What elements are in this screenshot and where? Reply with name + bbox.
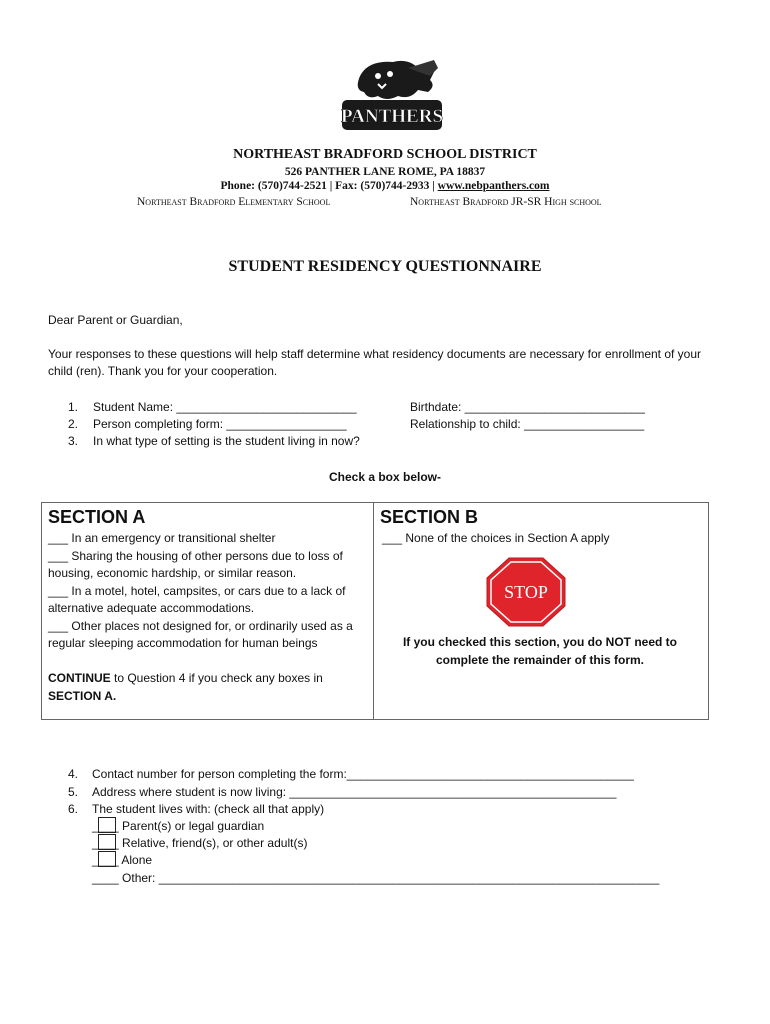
section-a-options — [48, 530, 370, 653]
lives-with-parent[interactable]: ____ Parent(s) or legal guardian — [92, 818, 264, 836]
check-instruction: Check a box below- — [328, 470, 442, 484]
section-a-heading: SECTION A — [48, 507, 146, 527]
panthers-logo — [338, 56, 446, 138]
section-a-option-sharing[interactable]: ___ Sharing the housing of other persons due to loss of housing, economic hardship, or similar reason. — [48, 548, 343, 580]
question-4: 4. Contact number for person completing the form:___________________________________________ — [68, 766, 78, 784]
section-a-continue: CONTINUE to Question 4 if you check any boxes in SECTION A. — [48, 671, 323, 703]
school-elementary: Northeast Bradford Elementary School — [137, 196, 331, 208]
stop-sign-icon — [486, 557, 566, 627]
section-a-option-motel[interactable]: ___ In a motel, hotel, campsites, or cars due to a lack of alternative adequate accommodations. — [48, 583, 346, 615]
section-divider — [373, 502, 374, 720]
school-high: Northeast Bradford JR-SR High school — [410, 196, 602, 208]
person-completing-field[interactable]: Person completing form: __________________ — [93, 417, 347, 431]
intro-paragraph: Your responses to these questions will help staff determine what residency documents are necessary for enrollment of your child (ren). Thank you for your cooperation. — [48, 347, 702, 378]
contact-line — [0, 180, 770, 192]
question-1: 1. Student Name: ___________________________ — [68, 400, 357, 414]
form-title: STUDENT RESIDENCY QUESTIONNAIRE — [228, 258, 542, 275]
section-b-note: If you checked this section, you do NOT need to complete the remainder of this form. — [402, 635, 678, 667]
section-b-heading: SECTION B — [380, 507, 479, 527]
setting-question: In what type of setting is the student living in now? — [93, 434, 360, 448]
greeting: Dear Parent or Guardian, — [48, 313, 183, 327]
question-3: 3. In what type of setting is the student living in now? — [68, 434, 360, 448]
checkbox-alone[interactable] — [98, 851, 116, 871]
logo-text: PANTHERS — [340, 106, 444, 127]
student-name-field[interactable]: Student Name: ___________________________ — [93, 400, 357, 414]
phone-fax: Phone: (570)744-2521 | Fax: (570)744-2933 | — [220, 180, 438, 192]
district-address: 526 PANTHER LANE ROME, PA 18837 — [284, 166, 486, 178]
district-name: NORTHEAST BRADFORD SCHOOL DISTRICT — [233, 147, 537, 162]
question-5: 5. Address where student is now living: _________________________________________________ — [68, 784, 78, 802]
relationship-field[interactable]: Relationship to child: __________________ — [410, 417, 645, 431]
question-2: 2. Person completing form: __________________ — [68, 417, 347, 431]
contact-number-field[interactable]: Contact number for person completing the form:___________________________________________ — [92, 767, 634, 781]
lives-with-question: The student lives with: (check all that apply) — [92, 802, 325, 816]
stop-label: STOP — [504, 582, 548, 602]
other-field[interactable]: Other: ___________________________________________________________________________ — [118, 871, 660, 885]
birthdate-field[interactable]: Birthdate: ___________________________ — [410, 400, 645, 414]
address-field[interactable]: Address where student is now living: _________________________________________________ — [92, 785, 617, 799]
lives-with-alone[interactable]: ____ Alone — [92, 852, 152, 870]
lives-with-other[interactable]: ____ Other: ___________________________________________________________________________ — [92, 871, 660, 885]
website-link[interactable]: www.nebpanthers.com — [437, 180, 550, 192]
section-a-option-other[interactable]: ___ Other places not designed for, or ordinarily used as a regular sleeping accommodation for human beings — [48, 618, 353, 650]
question-6: 6. The student lives with: (check all that apply) — [68, 801, 78, 819]
section-a-option-shelter[interactable]: ___ In an emergency or transitional shelter — [48, 531, 276, 545]
section-b-option-none[interactable]: ___ None of the choices in Section A apply — [382, 531, 610, 545]
lives-with-relative[interactable]: ____ Relative, friend(s), or other adult(s) — [92, 835, 307, 853]
